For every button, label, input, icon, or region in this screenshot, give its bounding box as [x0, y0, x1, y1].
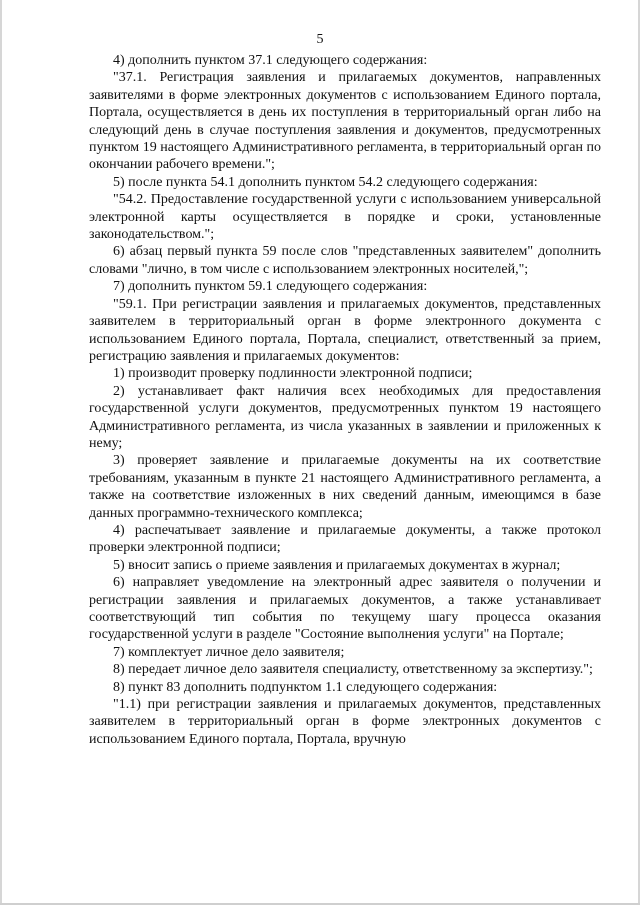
list-item: 7) комплектует личное дело заявителя;: [113, 644, 345, 660]
list-item: 4) распечатывает заявление и прилагаемые документы, а также протокол проверки электронной подписи;: [89, 522, 601, 556]
list-item: 5) вносит запись о приеме заявления и прилагаемых документах в журнал;: [113, 557, 561, 573]
list-item: 3) проверяет заявление и прилагаемые документы на их соответствие требованиям, указанным в пункте 21 настоящего Административного регламента, а также на соответствие изложенных в них сведений данным, имеющимся в базе данных программно-технического комплекса;: [89, 453, 601, 521]
paragraph-item-5: 5) после пункта 54.1 дополнить пунктом 54.2 следующего содержания:: [113, 174, 538, 190]
list-item: 6) направляет уведомление на электронный адрес заявителя о получении и регистрации заявления и прилагаемых документов, а также устанавливает соответствующий тип события по текущему шагу процесса оказания государственной услуги в разделе "Состояние выполнения услуги" на Портале;: [89, 575, 601, 643]
paragraph-subpoint-1-1: "1.1) при регистрации заявления и прилагаемых документов, представленных заявителем в территориальный орган в форме электронных документов с использованием Единого портала, Портала, вручную: [89, 697, 601, 747]
paragraph-item-4: 4) дополнить пунктом 37.1 следующего содержания:: [113, 53, 428, 68]
page-number: 5: [316, 32, 324, 47]
paragraph-point-37-1: "37.1. Регистрация заявления и прилагаемых документов, направленных заявителями в форме электронных документов с использованием Единого портала, Портала, осуществляется в день их поступления в территориальный орган либо на следующий день в случае поступления заявления и документов, предусмотренных пунктом 19 настоящего Административного регламента, в территориальный орган по окончании рабочего времени.";: [89, 70, 601, 173]
list-item: 1) производит проверку подлинности электронной подписи;: [113, 366, 473, 382]
list-item: 8) передает личное дело заявителя специалисту, ответственному за экспертизу.";: [113, 662, 593, 678]
paragraph-item-6: 6) абзац первый пункта 59 после слов "представленных заявителем" дополнить словами "лично, в том числе с использованием электронных носителей,";: [89, 244, 601, 277]
paragraph-item-8: 8) пункт 83 дополнить подпунктом 1.1 следующего содержания:: [113, 679, 498, 695]
paragraph-point-59-1: "59.1. При регистрации заявления и прилагаемых документов, представленных заявителем в территориальный орган в форме электронного документа с использованием Единого портала, Портала, специалист, ответственный за прием, регистрацию заявления и прилагаемых документов:: [89, 296, 601, 364]
document-body: [89, 52, 601, 748]
scan-edge-left: [0, 0, 2, 905]
paragraph-item-7: 7) дополнить пунктом 59.1 следующего содержания:: [113, 279, 428, 295]
paragraph-point-54-2: "54.2. Предоставление государственной услуги с использованием универсальной электронной карты осуществляется в порядке и сроки, установленные законодательством.";: [89, 192, 601, 243]
list-item: 2) устанавливает факт наличия всех необходимых для предоставления государственной услуги документов, предусмотренных пунктом 19 настоящего Административного регламента, из числа указанных в заявлении и приложенных к нему;: [89, 383, 601, 451]
